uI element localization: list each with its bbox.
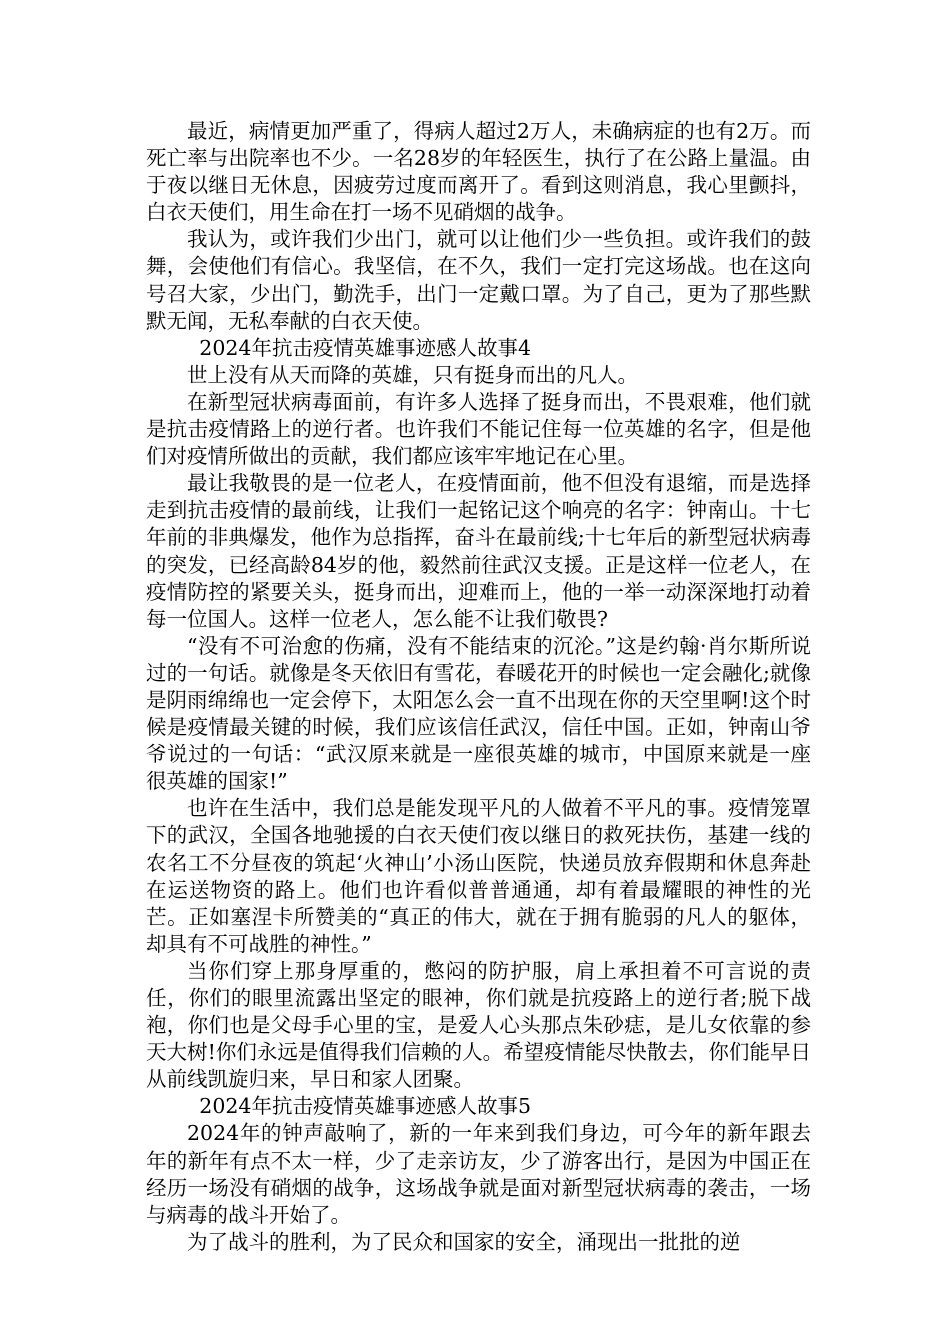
- document-page: [146, 118, 811, 1256]
- story-heading-4: 2024年抗击疫情英雄事迹感人故事4: [199, 335, 532, 360]
- paragraph-4: 在新型冠状病毒面前，有许多人选择了挺身而出，不畏艰难，他们就是抗击疫情路上的逆行者。也许我们不能记住每一位英雄的名字，但是他们对疫情所做出的贡献，我们都应该牢牢地记在心里。: [146, 389, 811, 469]
- story-heading-5: 2024年抗击疫情英雄事迹感人故事5: [199, 1094, 532, 1119]
- paragraph-5: 最让我敬畏的是一位老人，在疫情面前，他不但没有退缩，而是选择走到抗击疫情的最前线，让我们一起铭记这个响亮的名字：钟南山。十七年前的非典爆发，他作为总指挥，奋斗在最前线;十七年后的新型冠状病毒的突发，已经高龄84岁的他，毅然前往武汉支援。正是这样一位老人，在疫情防控的紧要关头，挺身而出，迎难而上，他的一举一动深深地打动着每一位国人。这样一位老人，怎么能不让我们敬畏?: [146, 471, 811, 631]
- paragraph-8: 当你们穿上那身厚重的，憋闷的防护服，肩上承担着不可言说的责任，你们的眼里流露出坚定的眼神，你们就是抗疫路上的逆行者;脱下战袍，你们也是父母手心里的宝，是爱人心头那点朱砂痣，是儿女依靠的参天大树!你们永远是值得我们信赖的人。希望疫情能尽快散去，你们能早日从前线凯旋归来，早日和家人团聚。: [146, 958, 811, 1092]
- paragraph-7: 也许在生活中，我们总是能发现平凡的人做着不平凡的事。疫情笼罩下的武汉，全国各地驰援的白衣天使们夜以继日的救死扶伤，基建一线的农名工不分昼夜的筑起‘火神山’小汤山医院，快递员放弃假期和休息奔赴在运送物资的路上。他们也许看似普普通通，却有着最耀眼的神性的光芒。正如塞涅卡所赞美的“真正的伟大，就在于拥有脆弱的凡人的躯体，却具有不可战胜的神性。”: [146, 796, 811, 956]
- paragraph-2: 我认为，或许我们少出门，就可以让他们少一些负担。或许我们的鼓舞，会使他们有信心。我坚信，在不久，我们一定打完这场战。也在这向号召大家，少出门，勤洗手，出门一定戴口罩。为了自己，更为了那些默默无闻，无私奉献的白衣天使。: [146, 227, 811, 333]
- paragraph-6: “没有不可治愈的伤痛，没有不能结束的沉沦。”这是约翰·肖尔斯所说过的一句话。就像是冬天依旧有雪花，春暖花开的时候也一定会融化;就像是阴雨绵绵也一定会停下，太阳怎么会一直不出现在你的天空里啊!这个时候是疫情最关键的时候，我们应该信任武汉，信任中国。正如，钟南山爷爷说过的一句话：“武汉原来就是一座很英雄的城市，中国原来就是一座很英雄的国家!”: [146, 633, 811, 794]
- paragraph-1: 最近，病情更加严重了，得病人超过2万人，未确病症的也有2万。而死亡率与出院率也不少。一名28岁的年轻医生，执行了在公路上量温。由于夜以继日无休息，因疲劳过度而离开了。看到这则消息，我心里颤抖，白衣天使们，用生命在打一场不见硝烟的战争。: [146, 119, 811, 225]
- paragraph-3: 世上没有从天而降的英雄，只有挺身而出的凡人。: [187, 362, 638, 387]
- paragraph-10: 为了战斗的胜利，为了民众和国家的安全，涌现出一批批的逆: [187, 1229, 741, 1254]
- paragraph-9: 2024年的钟声敲响了，新的一年来到我们身边，可今年的新年跟去年的新年有点不太一样，少了走亲访友，少了游客出行，是因为中国正在经历一场没有硝烟的战争，这场战争就是面对新型冠状病毒的袭击，一场与病毒的战斗开始了。: [146, 1121, 811, 1227]
